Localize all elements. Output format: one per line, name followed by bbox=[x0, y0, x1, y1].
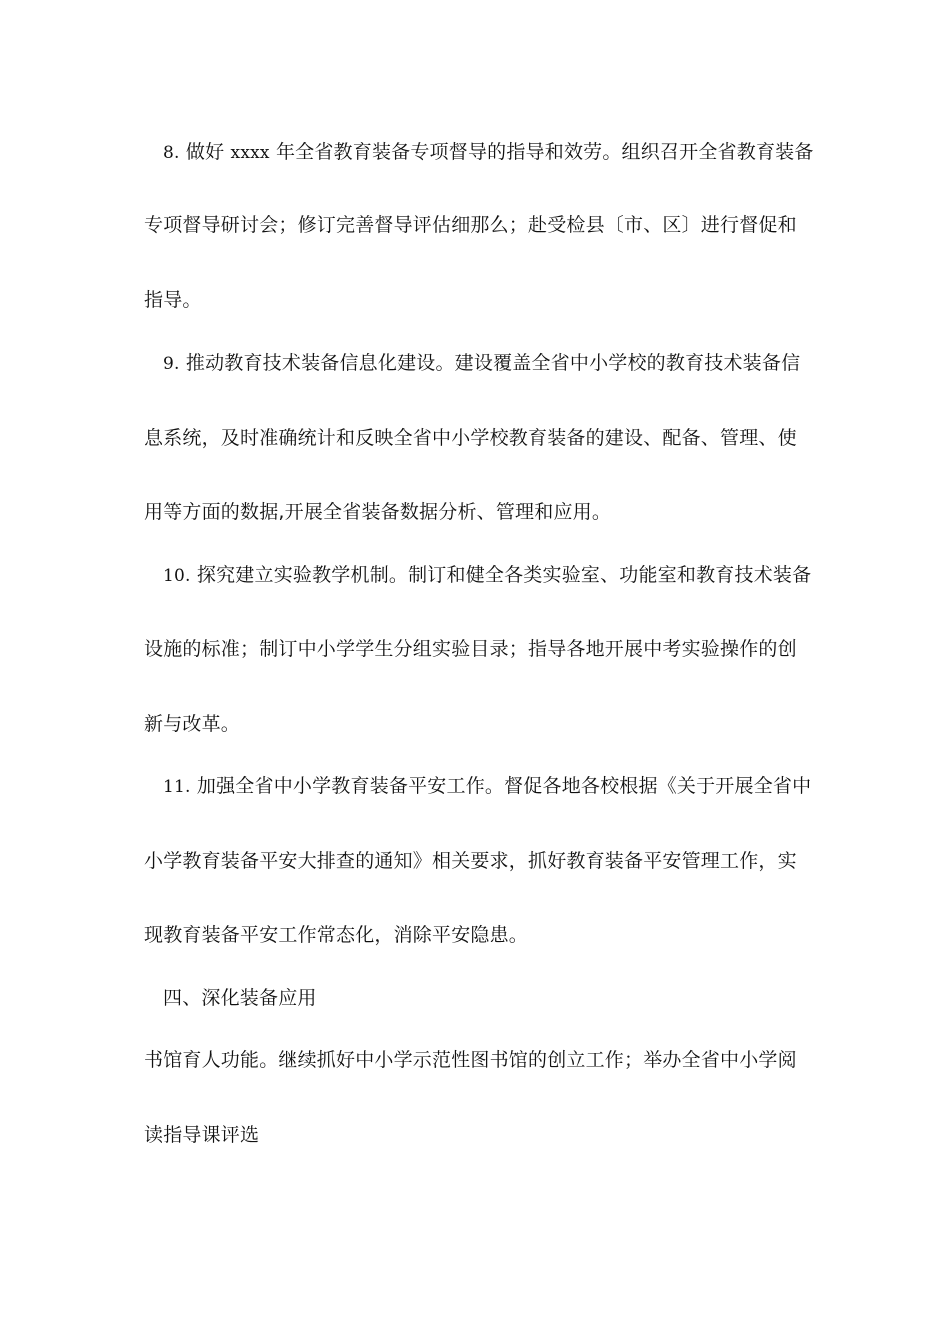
paragraph-10-line-2: 设施的标准；制订中小学学生分组实验目录；指导各地开展中考实验操作的创 bbox=[144, 638, 797, 660]
paragraph-9-line-3: 用等方面的数据,开展全省装备数据分析、管理和应用。 bbox=[144, 501, 612, 523]
paragraph-11-line-2: 小学教育装备平安大排查的通知》相关要求，抓好教育装备平安管理工作，实 bbox=[144, 850, 797, 872]
section-heading: 四、深化装备应用 bbox=[163, 987, 317, 1009]
paragraph-library-line-1: 书馆育人功能。继续抓好中小学示范性图书馆的创立工作；举办全省中小学阅 bbox=[144, 1049, 797, 1071]
line-text: 做好 bbox=[185, 141, 225, 163]
line-text: 年全省教育装备专项督导的指导和效劳。组织召开全省教育装备 bbox=[275, 141, 814, 163]
paragraph-8-line-3: 指导。 bbox=[144, 289, 202, 311]
year-placeholder: xxxx bbox=[230, 143, 270, 163]
paragraph-library-line-2: 读指导课评选 bbox=[144, 1124, 260, 1146]
paragraph-9-line-2: 息系统，及时准确统计和反映全省中小学校教育装备的建设、配备、管理、使 bbox=[144, 427, 797, 449]
item-number: 10. bbox=[163, 566, 191, 586]
line-text: 加强全省中小学教育装备平安工作。督促各地各校根据《关于开展全省中 bbox=[196, 775, 812, 797]
paragraph-8-line-2: 专项督导研讨会；修订完善督导评估细那么；赴受检县〔市、区〕进行督促和 bbox=[144, 214, 797, 236]
item-number: 11. bbox=[163, 777, 191, 797]
paragraph-10-line-3: 新与改革。 bbox=[144, 713, 241, 735]
item-number: 8. bbox=[163, 143, 180, 163]
paragraph-9-line-1 bbox=[163, 350, 800, 377]
paragraph-10-line-1 bbox=[163, 562, 811, 589]
line-text: 推动教育技术装备信息化建设。建设覆盖全省中小学校的教育技术装备信 bbox=[185, 352, 801, 374]
line-text: 探究建立实验教学机制。制订和健全各类实验室、功能室和教育技术装备 bbox=[196, 564, 812, 586]
paragraph-11-line-1 bbox=[163, 773, 811, 800]
paragraph-8-line-1 bbox=[163, 139, 814, 166]
paragraph-11-line-3: 现教育装备平安工作常态化，消除平安隐患。 bbox=[144, 924, 529, 946]
item-number: 9. bbox=[163, 354, 180, 374]
